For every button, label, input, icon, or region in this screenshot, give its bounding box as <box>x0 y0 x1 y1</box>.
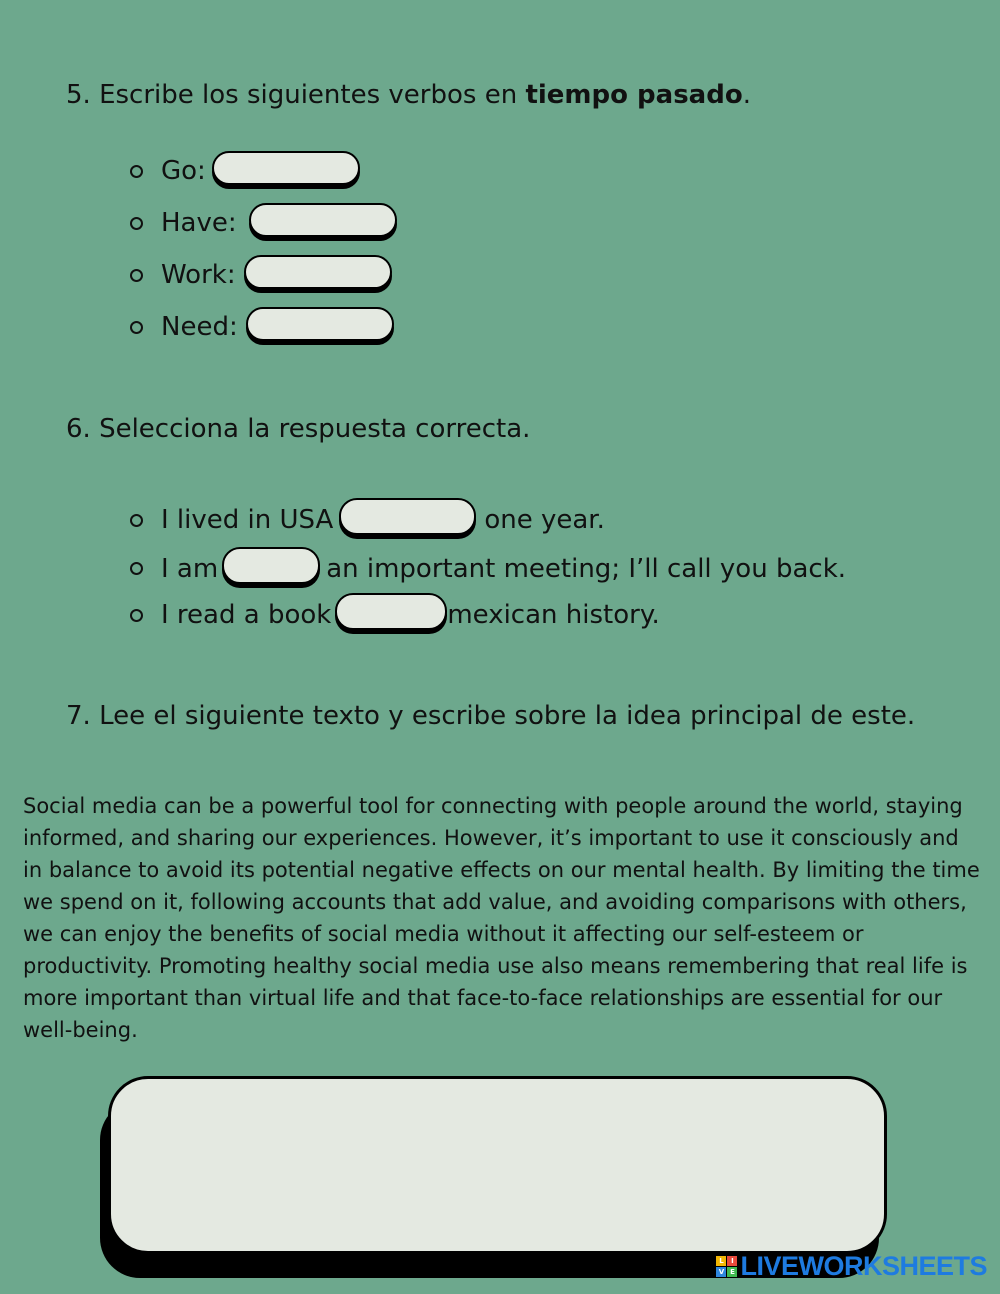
sentence-3-start: I read a book <box>161 600 332 630</box>
question-7-title: 7. Lee el siguiente texto y escribe sobre la idea principal de este. <box>66 701 916 731</box>
bullet-icon <box>130 269 143 282</box>
logo-letter-e: E <box>727 1267 737 1277</box>
answer-field-need[interactable] <box>246 307 394 341</box>
list-item <box>130 505 605 535</box>
answer-field-sentence-3[interactable] <box>335 593 447 630</box>
bullet-icon <box>130 321 143 334</box>
list-item <box>130 156 360 186</box>
logo-letter-l: L <box>716 1256 726 1266</box>
brand-name: LIVEWORKSHEETS <box>740 1251 987 1281</box>
list-item <box>130 600 660 630</box>
verb-label-work: Work: <box>161 260 236 290</box>
question-5-bold: tiempo pasado <box>525 80 743 110</box>
logo-icon <box>716 1256 737 1277</box>
bullet-icon <box>130 609 143 622</box>
reading-paragraph: Social media can be a powerful tool for connecting with people around the world, staying informed, and sharing our experiences. However, it’s important to use it consciously and in balance to avoid its potential negative effects on our mental health. By limiting the time we spend on it, following accounts that add value, and avoiding comparisons with others, we can enjoy the benefits of social media without it affecting our self-esteem or productivity. Promoting healthy social media use also means remembering that real life is more important than virtual life and that face-to-face relationships are essential for our well-being. <box>23 794 980 1042</box>
answer-field-sentence-2[interactable] <box>222 547 320 584</box>
answer-field-sentence-1[interactable] <box>339 498 476 535</box>
list-item <box>130 312 394 342</box>
logo-letter-i: I <box>727 1256 737 1266</box>
sentence-1-start: I lived in USA <box>161 505 334 535</box>
sentence-3-end: mexican history. <box>447 600 660 630</box>
question-6-title: 6. Selecciona la respuesta correcta. <box>66 414 531 444</box>
bullet-icon <box>130 514 143 527</box>
list-item <box>130 553 846 584</box>
question-5-text: 5. Escribe los siguientes verbos en <box>66 80 526 110</box>
question-5-title <box>66 80 751 110</box>
verb-label-go: Go: <box>161 156 206 186</box>
answer-field-work[interactable] <box>244 255 392 289</box>
answer-field-go[interactable] <box>212 151 360 185</box>
sentence-2-end: an important meeting; I’ll call you back. <box>326 553 847 584</box>
question-5-suffix: . <box>742 80 751 110</box>
main-idea-answer-box[interactable] <box>108 1076 887 1254</box>
list-item <box>130 260 392 290</box>
bullet-icon <box>130 217 143 230</box>
answer-field-have[interactable] <box>249 203 397 237</box>
logo-letter-v: V <box>716 1267 726 1277</box>
bullet-icon <box>130 165 143 178</box>
bullet-icon <box>130 562 143 575</box>
sentence-2-start: I am <box>161 553 219 584</box>
liveworksheets-logo[interactable] <box>716 1251 987 1282</box>
verb-label-need: Need: <box>161 312 238 342</box>
list-item <box>130 208 397 238</box>
sentence-1-end: one year. <box>484 505 605 535</box>
verb-label-have: Have: <box>161 208 237 238</box>
